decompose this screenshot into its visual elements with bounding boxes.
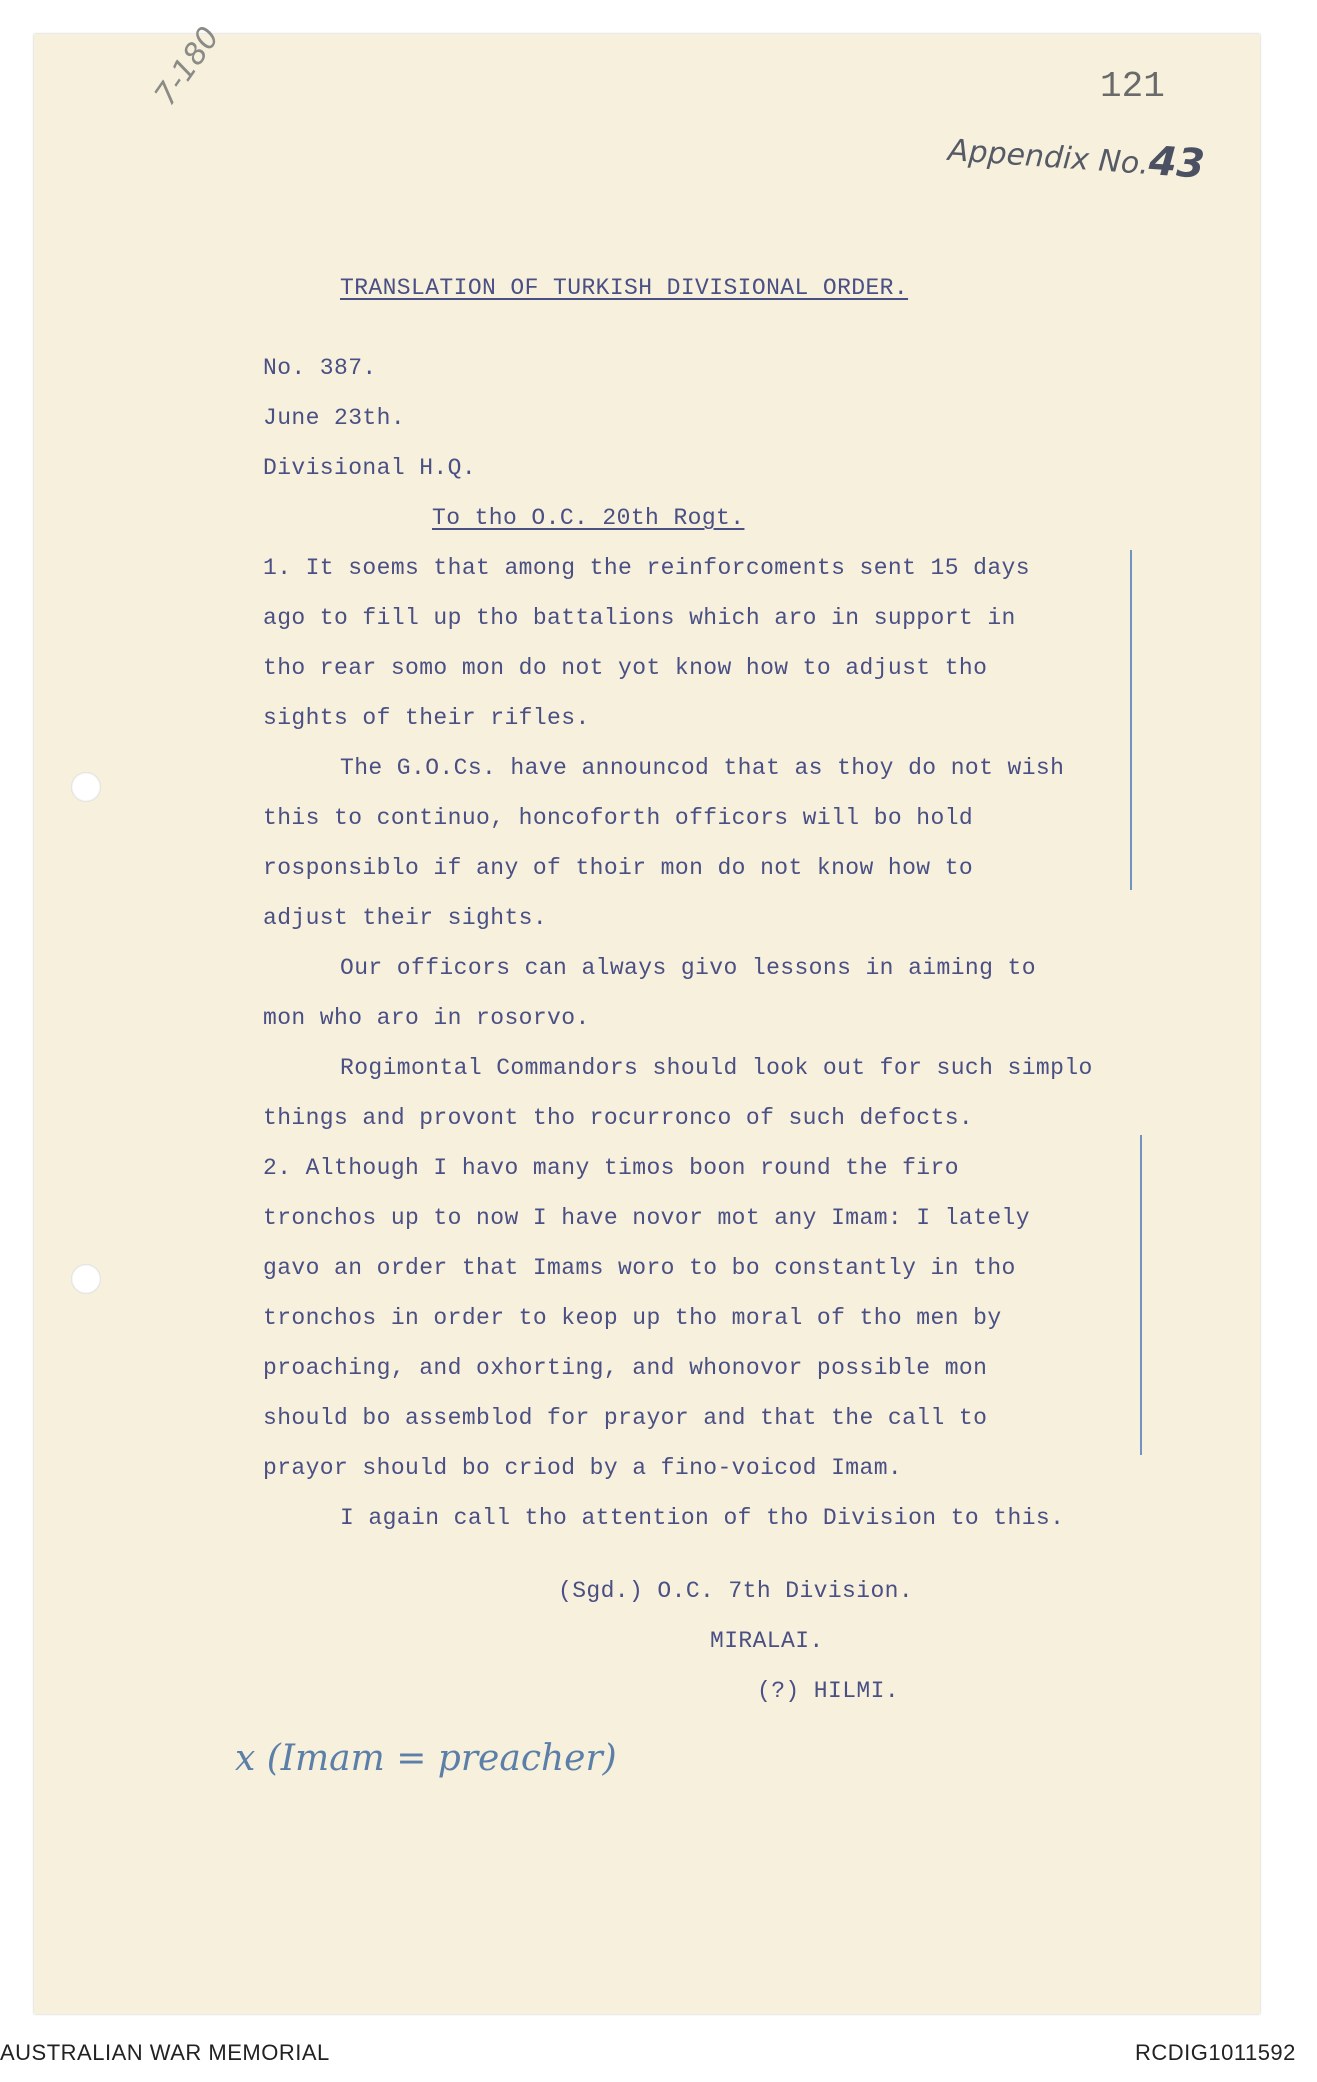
body-line: Our officors can always givo lessons in aiming to (340, 955, 1036, 981)
order-number: No. 387. (263, 355, 377, 381)
page-number: 121 (1100, 66, 1165, 107)
body-line: tronchos in order to keop up tho moral of tho men by (263, 1305, 1002, 1331)
margin-mark-para-2 (1140, 1135, 1142, 1455)
signature-line: (?) HILMI. (757, 1678, 900, 1704)
body-line: tho rear somo mon do not yot know how to adjust tho (263, 655, 988, 681)
margin-mark-para-1 (1130, 550, 1132, 890)
document-title: TRANSLATION OF TURKISH DIVISIONAL ORDER. (340, 275, 909, 301)
order-origin: Divisional H.Q. (263, 455, 477, 481)
body-line: 2. Although I havo many timos boon round the firo (263, 1155, 959, 1181)
body-line: adjust their sights. (263, 905, 548, 931)
footer-right: RCDIG1011592 (1135, 2040, 1296, 2065)
body-line: proaching, and oxhorting, and whonovor possible mon (263, 1355, 988, 1381)
document-page (34, 34, 1260, 2014)
body-line: sights of their rifles. (263, 705, 590, 731)
signature-line: MIRALAI. (710, 1628, 824, 1654)
body-line: things and provont tho rocurronco of such defocts. (263, 1105, 974, 1131)
body-line: prayor should bo criod by a fino-voicod Imam. (263, 1455, 903, 1481)
body-line: Rogimontal Commandors should look out for such simplo (340, 1055, 1093, 1081)
body-line: I again call tho attention of tho Division to this. (340, 1505, 1065, 1531)
handwritten-footnote: x (Imam = preacher) (235, 1738, 617, 1779)
body-line: tronchos up to now I have novor mot any Imam: I lately (263, 1205, 1030, 1231)
appendix-label: Appendix No. (946, 132, 1150, 182)
body-line: should bo assemblod for prayor and that the call to (263, 1405, 988, 1431)
footer-left: AUSTRALIAN WAR MEMORIAL (0, 2040, 330, 2065)
appendix-number: 43 (1147, 138, 1207, 188)
body-line: this to continuo, honcoforth officors will bo hold (263, 805, 974, 831)
order-addressee: To tho O.C. 20th Rogt. (432, 505, 745, 531)
punch-hole-bottom (71, 1264, 101, 1294)
body-line: 1. It soems that among the reinforcoments sent 15 days (263, 555, 1030, 581)
order-date: June 23th. (263, 405, 406, 431)
body-line: ago to fill up tho battalions which aro in support in (263, 605, 1016, 631)
body-line: rosponsiblo if any of thoir mon do not know how to (263, 855, 974, 881)
body-line: The G.O.Cs. have announcod that as thoy do not wish (340, 755, 1065, 781)
punch-hole-top (71, 772, 101, 802)
body-line: gavo an order that Imams woro to bo constantly in tho (263, 1255, 1016, 1281)
body-line: mon who aro in rosorvo. (263, 1005, 590, 1031)
pencil-reference: 7-180 (148, 20, 227, 113)
signature-line: (Sgd.) O.C. 7th Division. (558, 1578, 914, 1604)
